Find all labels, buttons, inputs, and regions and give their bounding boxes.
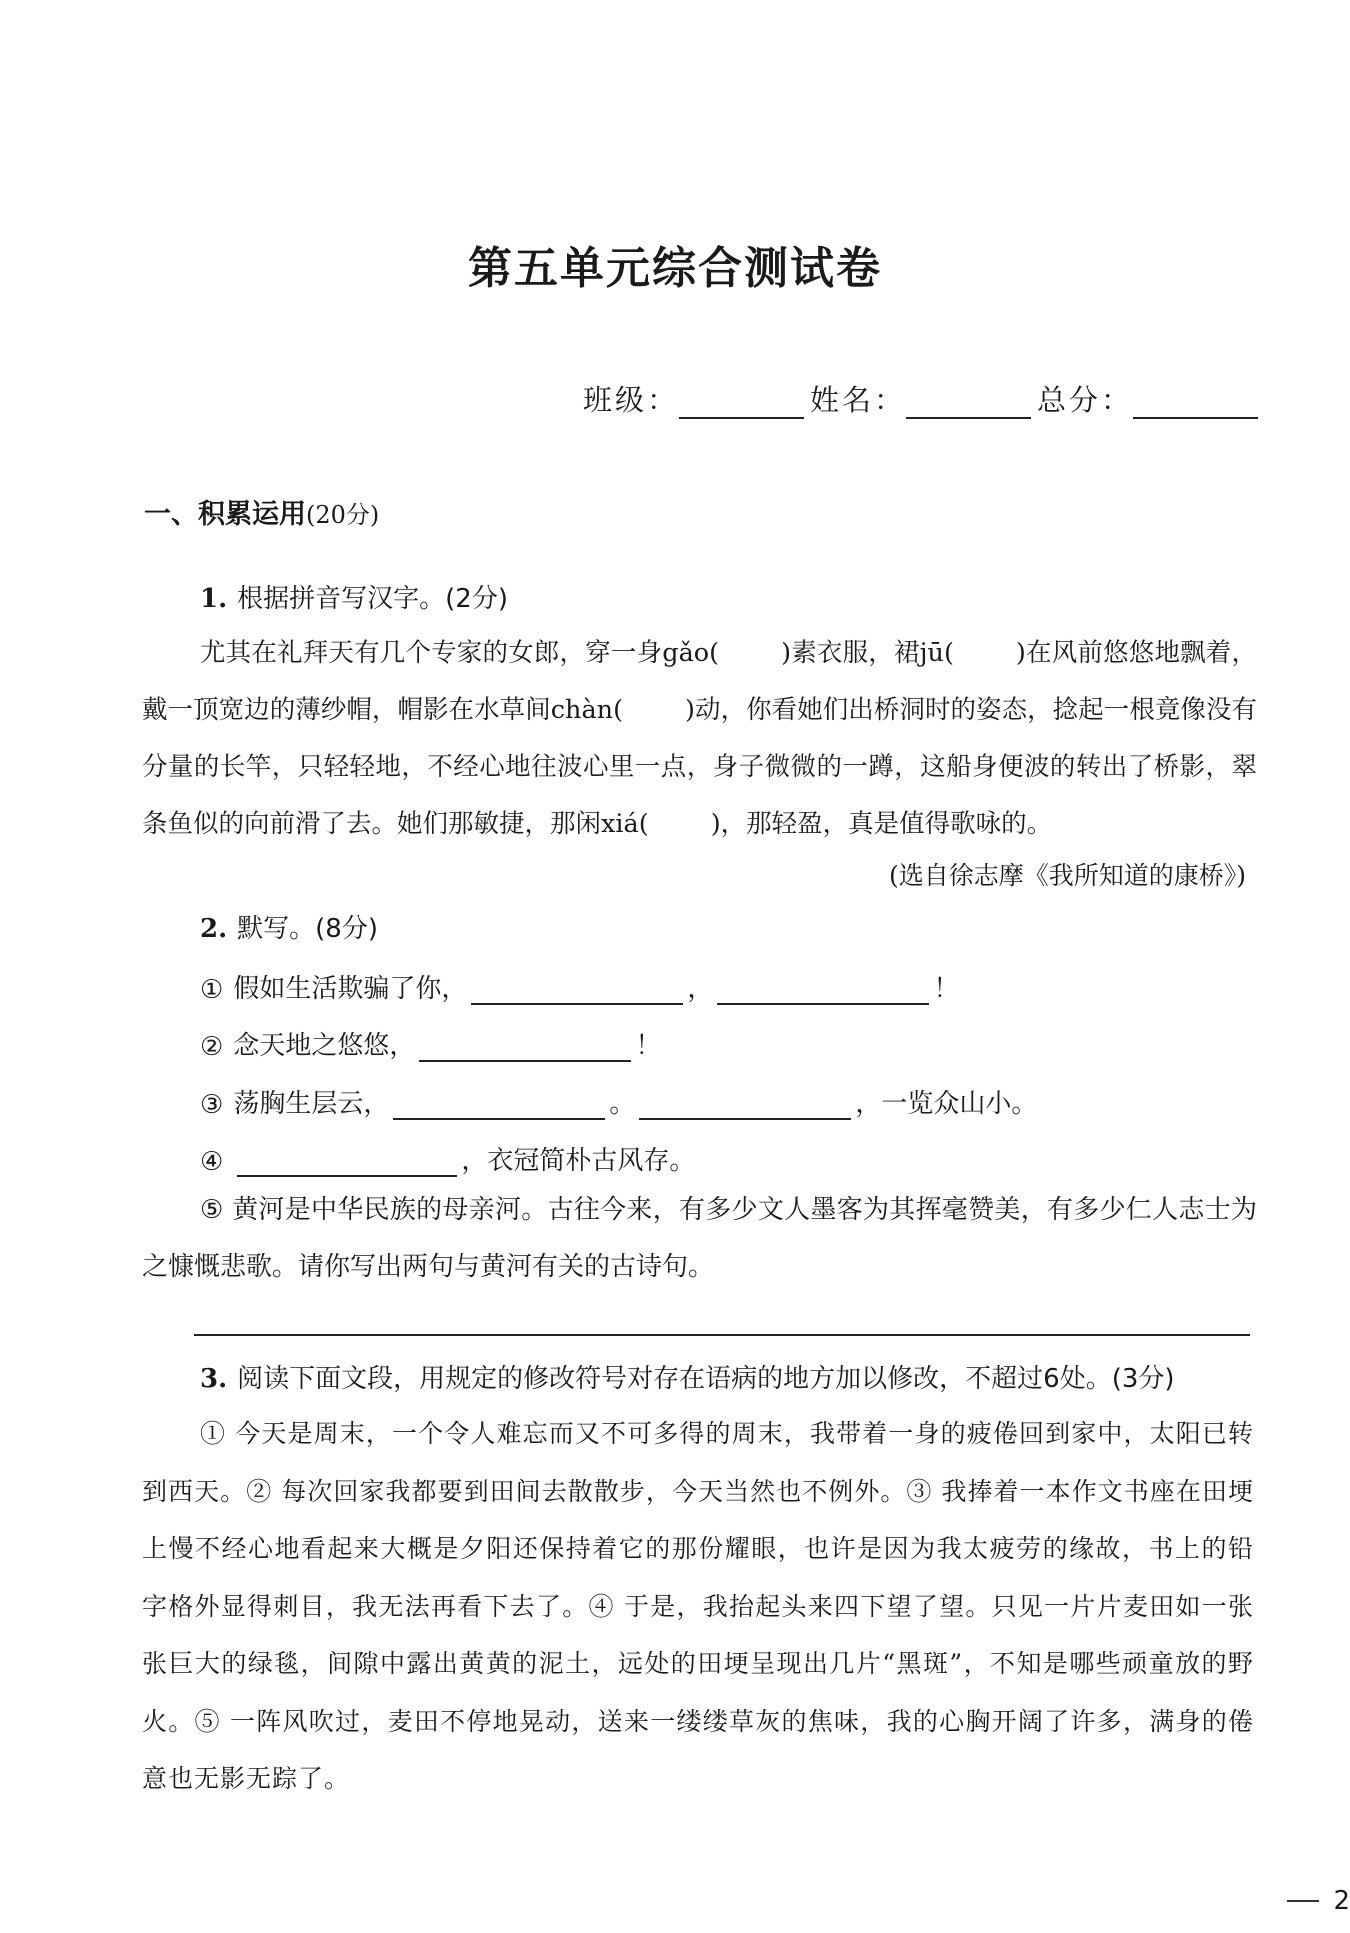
question-1-prompt xyxy=(200,578,508,615)
score-blank[interactable] xyxy=(1133,387,1258,419)
dictation-item-3 xyxy=(200,1083,1037,1120)
dictation-item-4 xyxy=(200,1140,695,1177)
section-score: (20分) xyxy=(306,501,380,529)
item-text: 荡胸生层云， xyxy=(233,1089,390,1119)
question-text: 默写。(8分) xyxy=(237,914,378,944)
name-blank[interactable] xyxy=(906,387,1031,419)
section-heading xyxy=(144,492,379,531)
item-number: ① xyxy=(200,975,224,1005)
item-number: ④ xyxy=(200,1147,224,1177)
passage-segment: )，那轻盈，真是值得歌咏的。 xyxy=(710,809,1053,839)
item-text: ！ xyxy=(635,1031,662,1061)
item-text: ，衣冠简朴古风存。 xyxy=(461,1146,696,1176)
item-text: 。 xyxy=(609,1089,636,1119)
question-text: 阅读下面文段，用规定的修改符号对存在语病的地方加以修改，不超过6处。(3分) xyxy=(237,1364,1175,1394)
answer-blank[interactable] xyxy=(393,1090,605,1120)
question-3-prompt xyxy=(200,1358,1175,1395)
item-number: ③ xyxy=(200,1090,224,1120)
question-number: 2. xyxy=(200,914,228,944)
passage-segment: 尤其在礼拜天有几个专家的女郎，穿一身gǎo( xyxy=(200,638,720,668)
student-info xyxy=(583,378,1258,419)
class-blank[interactable] xyxy=(679,387,804,419)
score-label: 总分： xyxy=(1036,383,1133,417)
question-text: 根据拼音写汉字。(2分) xyxy=(237,584,508,614)
question-number: 1. xyxy=(200,584,228,614)
dictation-item-1 xyxy=(200,968,959,1005)
dictation-item-2 xyxy=(200,1025,661,1062)
section-title: 一、积累运用 xyxy=(144,499,306,530)
answer-blank[interactable] xyxy=(419,1032,631,1062)
answer-blank[interactable] xyxy=(639,1090,851,1120)
passage-segment: )在风前悠悠地飘着，戴一顶宽边的薄纱帽，帽影在水草间chàn( xyxy=(142,638,1257,725)
passage-source: (选自徐志摩《我所知道的康桥》) xyxy=(888,861,1246,890)
answer-blank[interactable] xyxy=(471,975,683,1005)
item-text: ！ xyxy=(933,974,960,1004)
item-text: ，一览众山小。 xyxy=(855,1089,1038,1119)
page-number xyxy=(1287,1886,1350,1916)
question-3-passage: ① 今天是周末，一个令人难忘而又不可多得的周末，我带着一身的疲倦回到家中，太阳已转到西天。② 每次回家我都要到田间去散散步，今天当然也不例外。③ 我捧着一本作文书座在田埂上慢不经心地看起来大概是夕阳还保持着它的那份耀眼，也许是因为我太疲劳的缘故，书上的铅字格外显得刺目，我无法再看下去了。④ 于是，我抬起头来四下望了望。只见一片片麦田如一张张巨大的绿毯，间隙中露出黄黄的泥土，远处的田埂呈现出几片“黑斑”，不知是哪些顽童放的野火。⑤ 一阵风吹过，麦田不停地晃动，送来一缕缕草灰的焦味，我的心胸开阔了许多，满身的倦意也无影无踪了。 xyxy=(142,1419,1254,1793)
passage-segment: )动，你看她们出桥洞时的姿态，捻起一根竟像没有分量的长竿，只轻轻地，不经心地往波心里一点，身子微微的一蹲，这船身便波的转出了桥影，翠条鱼似的向前滑了去。她们那敏捷，那闲xiá( xyxy=(142,695,1258,839)
question-number: 3. xyxy=(200,1364,228,1394)
name-label: 姓名： xyxy=(809,383,906,417)
page-number-text: 2 xyxy=(1333,1886,1350,1916)
item-text: 假如生活欺骗了你， xyxy=(233,974,468,1004)
answer-line[interactable] xyxy=(194,1334,1250,1336)
question-1-passage xyxy=(142,625,1257,853)
page-number-dash xyxy=(1287,1900,1319,1902)
class-label: 班级： xyxy=(582,383,679,417)
page-title: 第五单元综合测试卷 xyxy=(468,243,882,294)
answer-blank[interactable] xyxy=(717,975,929,1005)
item-text: ， xyxy=(687,974,714,1004)
item-text: 念天地之悠悠， xyxy=(233,1031,416,1061)
answer-blank[interactable] xyxy=(237,1147,457,1177)
passage-segment: )素衣服，裙jū( xyxy=(781,638,954,668)
question-2-prompt xyxy=(200,908,378,945)
item-number: ② xyxy=(200,1032,224,1062)
dictation-item-5: ⑤ 黄河是中华民族的母亲河。古往今来，有多少文人墨客为其挥毫赞美，有多少仁人志士为之慷慨悲歌。请你写出两句与黄河有关的古诗句。 xyxy=(142,1195,1257,1282)
